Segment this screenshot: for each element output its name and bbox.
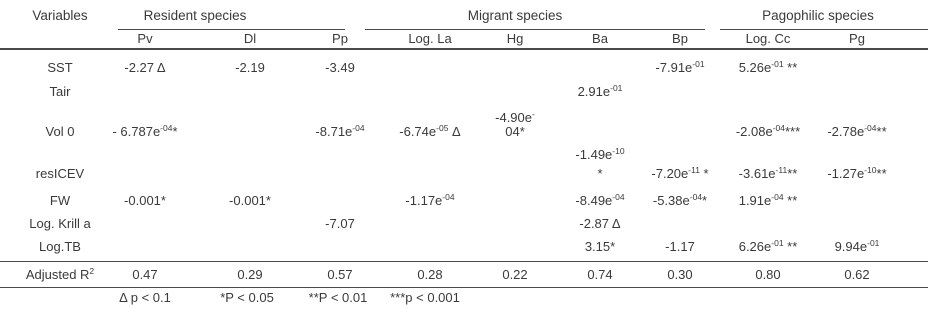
group-rule <box>365 29 705 30</box>
adjusted-r2-value: 0.22 <box>502 267 528 282</box>
row-label: Log.TB <box>39 239 81 254</box>
table-cell: -2.19 <box>235 60 265 75</box>
table-cell: -0.001* <box>124 193 166 208</box>
exponent: -01 <box>610 83 623 93</box>
significance-legend: *P < 0.05 <box>220 290 274 305</box>
table-cell: $-7.20e^{-11}$ * <box>651 165 709 181</box>
table-cell: $-5.38e^{-04}*$ <box>652 192 708 208</box>
table-cell: -1.17 <box>665 239 695 254</box>
group-header: Pagophilic species <box>762 8 874 23</box>
adjusted-r2-value: 0.57 <box>327 267 353 282</box>
adjusted-r2-label: Adjusted $R^2$ <box>25 266 95 282</box>
significance-legend: Δ p < 0.1 <box>119 290 171 305</box>
table-cell: $-2.08e^{-04}***$ <box>735 123 801 139</box>
exponent: -11 <box>688 165 700 175</box>
exponent: -04 <box>160 123 173 133</box>
table-cell: -3.49 <box>325 60 355 75</box>
column-header: Hg <box>506 31 524 46</box>
table-cell: -0.001* <box>229 193 271 208</box>
adjusted-r2-value: 0.47 <box>132 267 158 282</box>
table-cell: $9.94e^{-01}$ <box>834 238 880 254</box>
table-cell: $-8.71e^{-04}$ <box>315 123 365 139</box>
group-rule <box>720 29 928 30</box>
column-header: Log. La <box>408 31 452 46</box>
exponent: -05 <box>436 123 449 133</box>
column-header: Bp <box>672 31 688 46</box>
row-label: Tair <box>49 84 71 99</box>
table-cell: $-8.49e^{-04}$ <box>575 192 625 208</box>
row-label: Vol 0 <box>45 124 75 139</box>
exponent: -04 <box>772 123 785 133</box>
table-cell: $-1.17e^{-04}$ <box>405 192 455 208</box>
table-cell: $5.26e^{-01}$ ** <box>738 59 798 75</box>
adjusted-r2-value: 0.28 <box>417 267 443 282</box>
table-cell: -7.07 <box>325 216 355 231</box>
column-header: Pp <box>332 31 348 46</box>
exponent: -11 <box>775 165 788 175</box>
table-rule <box>0 261 928 262</box>
table-cell: - $6.787e^{-04}*$ <box>112 123 178 139</box>
adjusted-r2-value: 0.30 <box>667 267 693 282</box>
row-label: FW <box>49 193 71 208</box>
column-header: Ba <box>592 31 608 46</box>
table-cell: $-3.61e^{-11}**$ <box>738 165 798 181</box>
table-cell: $6.26e^{-01}$ ** <box>738 238 798 254</box>
exponent: -01 <box>692 59 705 69</box>
exponent: 2 <box>89 266 95 276</box>
exponent: -01 <box>867 238 880 248</box>
exponent: -04 <box>612 192 625 202</box>
row-label: resICEV <box>35 166 85 181</box>
exponent: - <box>532 109 535 119</box>
significance-legend: ***p < 0.001 <box>390 290 460 305</box>
exponent: -04 <box>442 192 455 202</box>
row-label: SST <box>47 60 73 75</box>
table-cell: $-6.74e^{-05}$ Δ <box>399 123 461 139</box>
exponent: -10 <box>864 165 877 175</box>
table-cell: $-1.49e^{-10}$ <box>575 146 625 162</box>
table-rule <box>0 287 928 288</box>
column-header: Pv <box>137 31 153 46</box>
group-header: Migrant species <box>467 8 563 23</box>
table-cell-continued: * <box>597 166 603 181</box>
table-rule <box>0 48 928 50</box>
significance-legend: **P < 0.01 <box>308 290 368 305</box>
exponent: -04 <box>352 123 365 133</box>
exponent: -01 <box>771 238 784 248</box>
adjusted-r2-value: 0.80 <box>755 267 781 282</box>
column-header: Log. Cc <box>745 31 791 46</box>
exponent: -04 <box>689 192 703 202</box>
exponent: -04 <box>864 123 877 133</box>
variables-header: Variables <box>32 8 88 23</box>
table-cell-continued: 04* <box>505 124 525 139</box>
table-cell: -2.27 Δ <box>124 60 166 75</box>
table-cell: -4.90e- <box>495 109 535 125</box>
group-rule <box>118 29 345 30</box>
group-header: Resident species <box>143 8 247 23</box>
row-label: Log. Krill a <box>29 216 91 231</box>
exponent: -04 <box>771 192 784 202</box>
table-cell: 3.15* <box>584 239 616 254</box>
adjusted-r2-value: 0.74 <box>587 267 613 282</box>
table-cell: -2.87 Δ <box>579 216 621 231</box>
column-header: Pg <box>849 31 865 46</box>
adjusted-r2-value: 0.29 <box>237 267 263 282</box>
exponent: -01 <box>771 59 784 69</box>
adjusted-r2-value: 0.62 <box>844 267 870 282</box>
table-cell: $-7.91e^{-01}$ <box>655 59 705 75</box>
table-cell: $2.91e^{-01}$ <box>577 83 623 99</box>
table-cell: $1.91e^{-04}$ ** <box>738 192 798 208</box>
exponent: -10 <box>612 146 625 156</box>
table-cell: $-2.78e^{-04}**$ <box>827 123 887 139</box>
table-cell: $-1.27e^{-10}**$ <box>827 165 887 181</box>
column-header: Dl <box>243 31 257 46</box>
